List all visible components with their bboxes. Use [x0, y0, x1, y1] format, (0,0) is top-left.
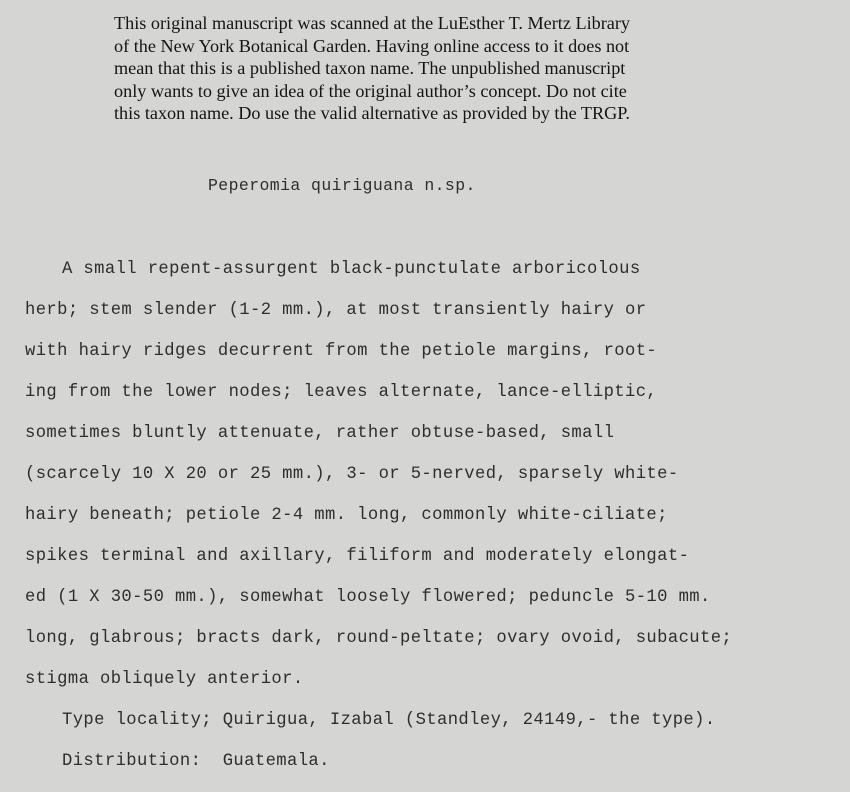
description-line: (scarcely 10 X 20 or 25 mm.), 3- or 5-nerved, sparsely white- [25, 465, 679, 484]
description-line: spikes terminal and axillary, filiform and moderately elongat- [25, 547, 690, 566]
description-line: herb; stem slender (1-2 mm.), at most transiently hairy or [25, 301, 647, 320]
library-notice [114, 12, 754, 125]
description-line: with hairy ridges decurrent from the petiole margins, root- [25, 342, 658, 361]
distribution: Distribution: Guatemala. [62, 752, 330, 771]
description-line: sometimes bluntly attenuate, rather obtuse-based, small [25, 424, 615, 443]
notice-line: This original manuscript was scanned at the LuEsther T. Mertz Library [114, 13, 630, 33]
description-line: long, glabrous; bracts dark, round-peltate; ovary ovoid, subacute; [25, 629, 733, 648]
description-line: A small repent-assurgent black-punctulate arboricolous [62, 260, 641, 279]
species-title: Peperomia quiriguana n.sp. [208, 176, 476, 195]
notice-line: only wants to give an idea of the original author’s concept. Do not cite [114, 80, 627, 101]
notice-line: this taxon name. Do use the valid alternative as provided by the TRGP. [114, 103, 630, 123]
type-locality: Type locality; Quirigua, Izabal (Standley, 24149,- the type). [62, 711, 716, 730]
description-line: ed (1 X 30-50 mm.), somewhat loosely flowered; peduncle 5-10 mm. [25, 588, 711, 607]
notice-line: of the New York Botanical Garden. Having online access to it does not [114, 35, 630, 56]
description-line: ing from the lower nodes; leaves alternate, lance-elliptic, [25, 383, 658, 402]
description-line: stigma obliquely anterior. [25, 670, 304, 689]
description-line: hairy beneath; petiole 2-4 mm. long, commonly white-ciliate; [25, 506, 668, 525]
notice-line: mean that this is a published taxon name. The unpublished manuscript [114, 58, 626, 78]
